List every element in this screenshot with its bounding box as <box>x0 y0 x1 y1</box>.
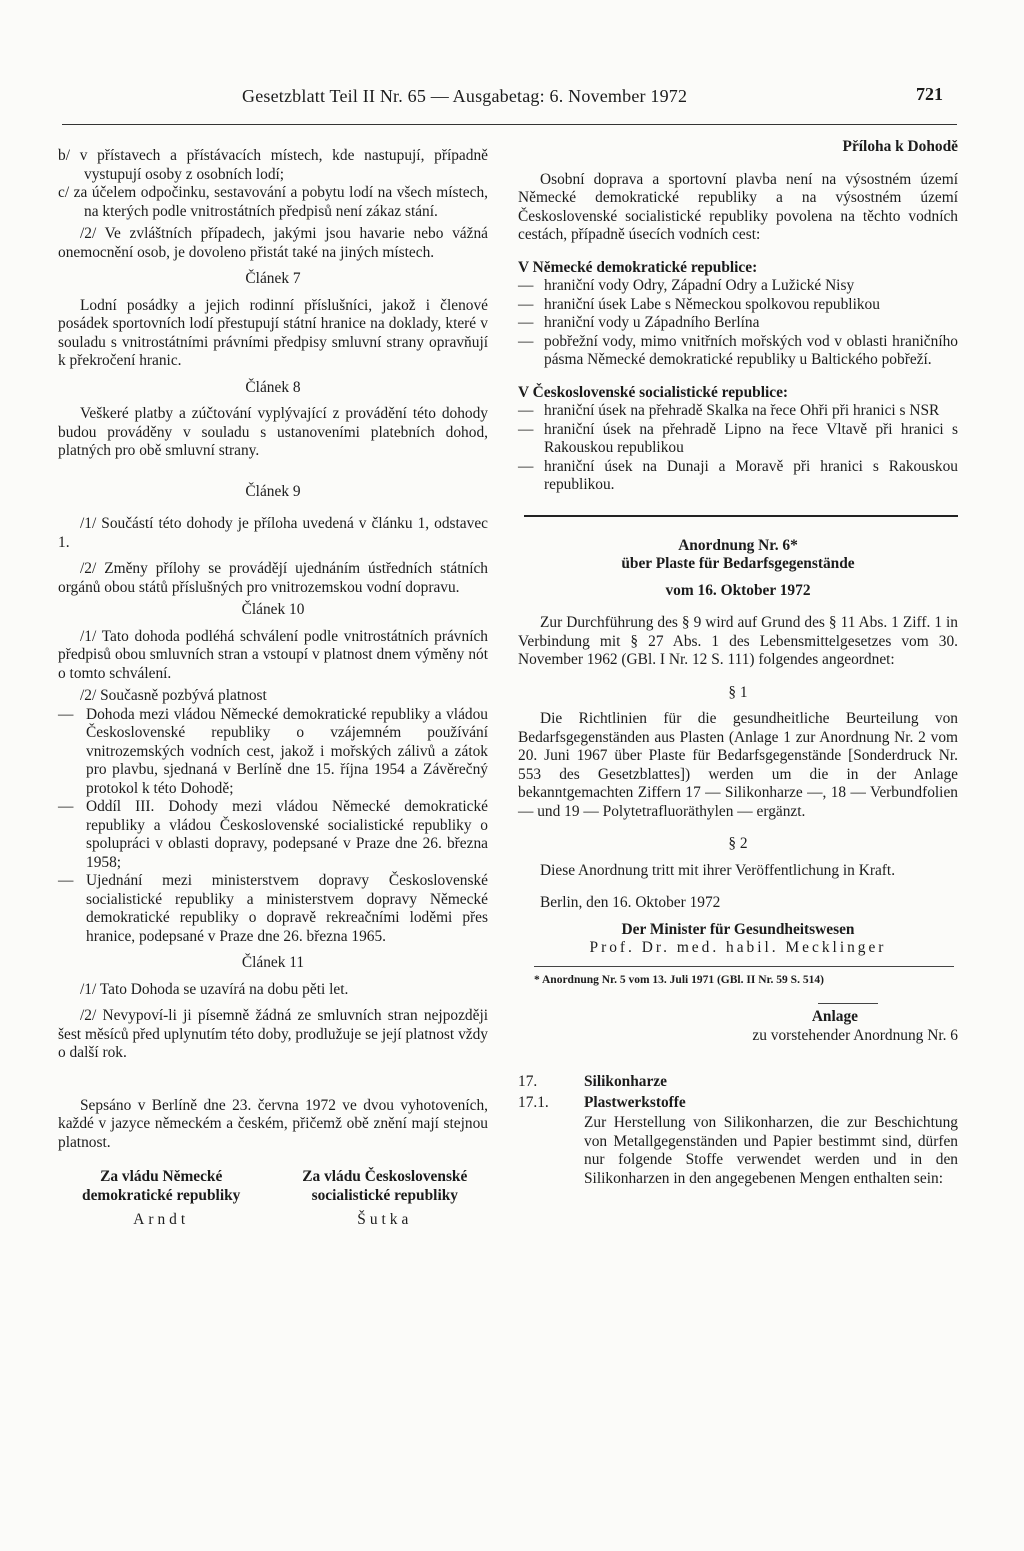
item-number-17: 17. <box>518 1073 538 1090</box>
minister-title: Der Minister für Gesundheitswesen <box>621 920 855 938</box>
article-11-heading: Článek 11 <box>241 954 305 971</box>
cssr-waters-heading: V Československé socialistické republice: <box>518 383 789 401</box>
article-9-par-2: /2/ Změny přílohy se provádějí ujednáním ústředních státních orgánů obou států příslušných pro vnitrozemskou vodní dopravu. <box>58 560 488 596</box>
annex-rule <box>818 1003 878 1004</box>
list-item: — pobřežní vody, mimo vnitřních mořských vod v oblasti hraničního pásma Německé demokratické republiky u Baltického pobřeží. <box>518 333 958 370</box>
article-10-par-2: /2/ Současně pozbývá platnost <box>80 687 267 704</box>
gdr-waters-list <box>518 277 958 370</box>
list-item: — hraniční úsek na Dunaji a Moravě při hranici s Rakouskou republikou. <box>518 458 958 495</box>
article-10-par-1: /1/ Tato dohoda podléhá schválení podle vnitrostátních právních předpisů obou smluvních stran a vstoupí v platnost dnem výměny nót o tomto schválení. <box>58 627 488 682</box>
right-column <box>518 138 958 1188</box>
attachment-heading: Anlage <box>811 1008 858 1025</box>
article-8-text: Veškeré platby a zúčtování vyplývající z provádění této dohody budou prováděny v souladu s ustanoveními platebních dohod, platných pro obě smluvní strany. <box>58 405 488 459</box>
annex-heading: Příloha k Dohodě <box>842 138 958 155</box>
list-item: — Dohoda mezi vládou Německé demokratické republiky a vládou Československé republiky o vzájemném používání vnitrozemských vodních cest, jakož i mořských zálivů a zátok pro plavbu, sjednaná v Berlíně dne 15. října 1954 a Závěrečný protokol k této Dohodě; <box>58 706 488 799</box>
ordinance-date: vom 16. Oktober 1972 <box>665 581 811 599</box>
signature-gdr-name: Arndt <box>133 1211 190 1228</box>
footnote-rule <box>534 966 954 967</box>
section-2-text: Diese Anordnung tritt mit ihrer Veröffentlichung in Kraft. <box>540 861 896 879</box>
signature-block <box>58 1168 488 1230</box>
article-8-heading: Článek 8 <box>245 378 301 396</box>
list-item: — Ujednání mezi ministerstvem dopravy Československé socialistické republiky a ministerstvem dopravy Německé demokratické republiky o dopravě rekreačními loděmi přes hranice, podepsané v Praze dne 26. března 1965. <box>58 872 488 946</box>
signature-cssr-name: Šutka <box>357 1211 413 1228</box>
page-number: 721 <box>916 84 943 104</box>
left-column <box>58 147 488 1230</box>
article-11-par-2: /2/ Nevypoví-li ji písemně žádná ze smluvních stran nejpozději šest měsíců před uplynutím této doby, prodlužuje se její platnost vždy o další rok. <box>58 1007 488 1061</box>
paragraph-2: /2/ Ve zvláštních případech, jakými jsou havarie nebo vážná onemocnění osob, je dovoleno přistát také na jiných místech. <box>58 225 488 261</box>
attachment-items <box>518 1073 958 1188</box>
signature-cssr-title: Za vládu Československé socialistické republiky <box>302 1168 468 1204</box>
section-1-heading: § 1 <box>728 683 748 701</box>
article-10-heading: Článek 10 <box>241 601 305 618</box>
section-divider <box>524 515 958 517</box>
footnote: * Anordnung Nr. 5 vom 13. Juli 1971 (GBl. II Nr. 59 S. 514) <box>534 973 824 986</box>
article-9-par-1: /1/ Součástí této dohody je příloha uvedená v článku 1, odstavec 1. <box>58 515 488 551</box>
repealed-agreements-list <box>58 706 488 947</box>
paragraph-item-c: c/ za účelem odpočinku, sestavování a pobytu lodí na všech místech, na kterých podle vnitrostátních předpisů není zákaz stání. <box>58 184 488 220</box>
cssr-waters-list <box>518 402 958 495</box>
item-number-17-1: 17.1. <box>518 1093 549 1111</box>
gdr-waters-heading: V Německé demokratické republice: <box>518 258 758 276</box>
section-1-text: Die Richtlinien für die gesundheitliche Beurteilung von Bedarfsgegenständen aus Plasten (Anlage 1 zur Anordnung Nr. 2 vom 20. Juni 1967 über Plaste für Bedarfsgegenstände [Sonderdruck Nr. 553 des Gesetzblattes]) werden um die in der Anlage bekanntgemachten Ziffern 17 — Silikonharze —, 18 — Verbundfolien — und 19 — Polytetrafluoräthylen — ergänzt. <box>518 710 958 820</box>
ordinance-title: Anordnung Nr. 6* <box>678 536 798 554</box>
article-7-text: Lodní posádky a jejich rodinní příslušníci, jakož i členové posádek sportovních lodí přestupují státní hranice na doklady, které v souladu s vnitrostátními právními předpisy smluvní strany opravňují k překročení hranic. <box>58 296 488 369</box>
attachment-subheading: zu vorstehender Anordnung Nr. 6 <box>752 1026 958 1044</box>
article-7-heading: Článek 7 <box>245 270 301 287</box>
list-item: — hraniční vody Odry, Západní Odry a Lužické Nisy <box>518 277 958 296</box>
list-item: — hraniční úsek na přehradě Lipno na řece Vltavě při hranici s Rakouskou republikou <box>518 421 958 458</box>
ordinance-intro: Zur Durchführung des § 9 wird auf Grund des § 11 Abs. 1 Ziff. 1 in Verbindung mit § 27 Abs. 1 des Lebensmittelgesetzes vom 30. November 1962 (GBl. I Nr. 12 S. 111) folgendes angeordnet: <box>518 614 958 668</box>
paragraph-item-b: b/ v přístavech a přístávacích místech, kde nastupují, případně vystupují osoby z osobních lodí; <box>58 147 488 183</box>
list-item: — hraniční úsek na přehradě Skalka na řece Ohři při hranici s NSR <box>518 402 958 421</box>
section-2-heading: § 2 <box>728 835 748 852</box>
running-header-title: Gesetzblatt Teil II Nr. 65 — Ausgabetag: 6. November 1972 <box>242 86 688 106</box>
header-rule <box>62 124 957 125</box>
signature-cssr <box>282 1168 488 1230</box>
item-text-17-1: Zur Herstellung von Silikonharzen, die zur Beschichtung von Metallgegenständen und Papier bestimmt sind, dürfen nur folgende Stoffe verwendet werden und in den Silikonharzen in den angegebenen Mengen enthalten sein: <box>584 1114 958 1187</box>
list-item: — hraniční úsek Labe s Německou spolkovou republikou <box>518 296 958 315</box>
signing-statement: Sepsáno v Berlíně dne 23. června 1972 ve dvou vyhotoveních, každé v jazyce německém a českém, přičemž obě znění mají stejnou platnost. <box>58 1096 488 1151</box>
list-item: — Oddíl III. Dohody mezi vládou Německé demokratické republiky a vládou Československé socialistické republiky o spolupráci v oblasti dopravy, podepsané v Praze dne 26. března 1958; <box>58 798 488 872</box>
annex-intro: Osobní doprava a sportovní plavba není na výsostném území Německé demokratické republiky a na výsostném území Československé socialistické republiky povolena na těchto vodních cestách, případně úsecích vodních cest: <box>518 170 958 243</box>
item-title-17-1: Plastwerkstoffe <box>584 1093 686 1111</box>
article-11-par-1: /1/ Tato Dohoda se uzavírá na dobu pěti let. <box>80 980 349 998</box>
minister-name: Prof. Dr. med. habil. Mecklinger <box>589 939 887 956</box>
place-and-date: Berlin, den 16. Oktober 1972 <box>540 894 721 911</box>
list-item: — hraniční vody u Západního Berlína <box>518 314 958 333</box>
article-9-heading: Článek 9 <box>245 482 301 500</box>
signature-gdr <box>58 1168 264 1230</box>
signature-gdr-title: Za vládu Německé demokratické republiky <box>82 1168 241 1204</box>
item-title-17: Silikonharze <box>584 1073 667 1090</box>
ordinance-subtitle: über Plaste für Bedarfsgegenstände <box>621 555 855 572</box>
